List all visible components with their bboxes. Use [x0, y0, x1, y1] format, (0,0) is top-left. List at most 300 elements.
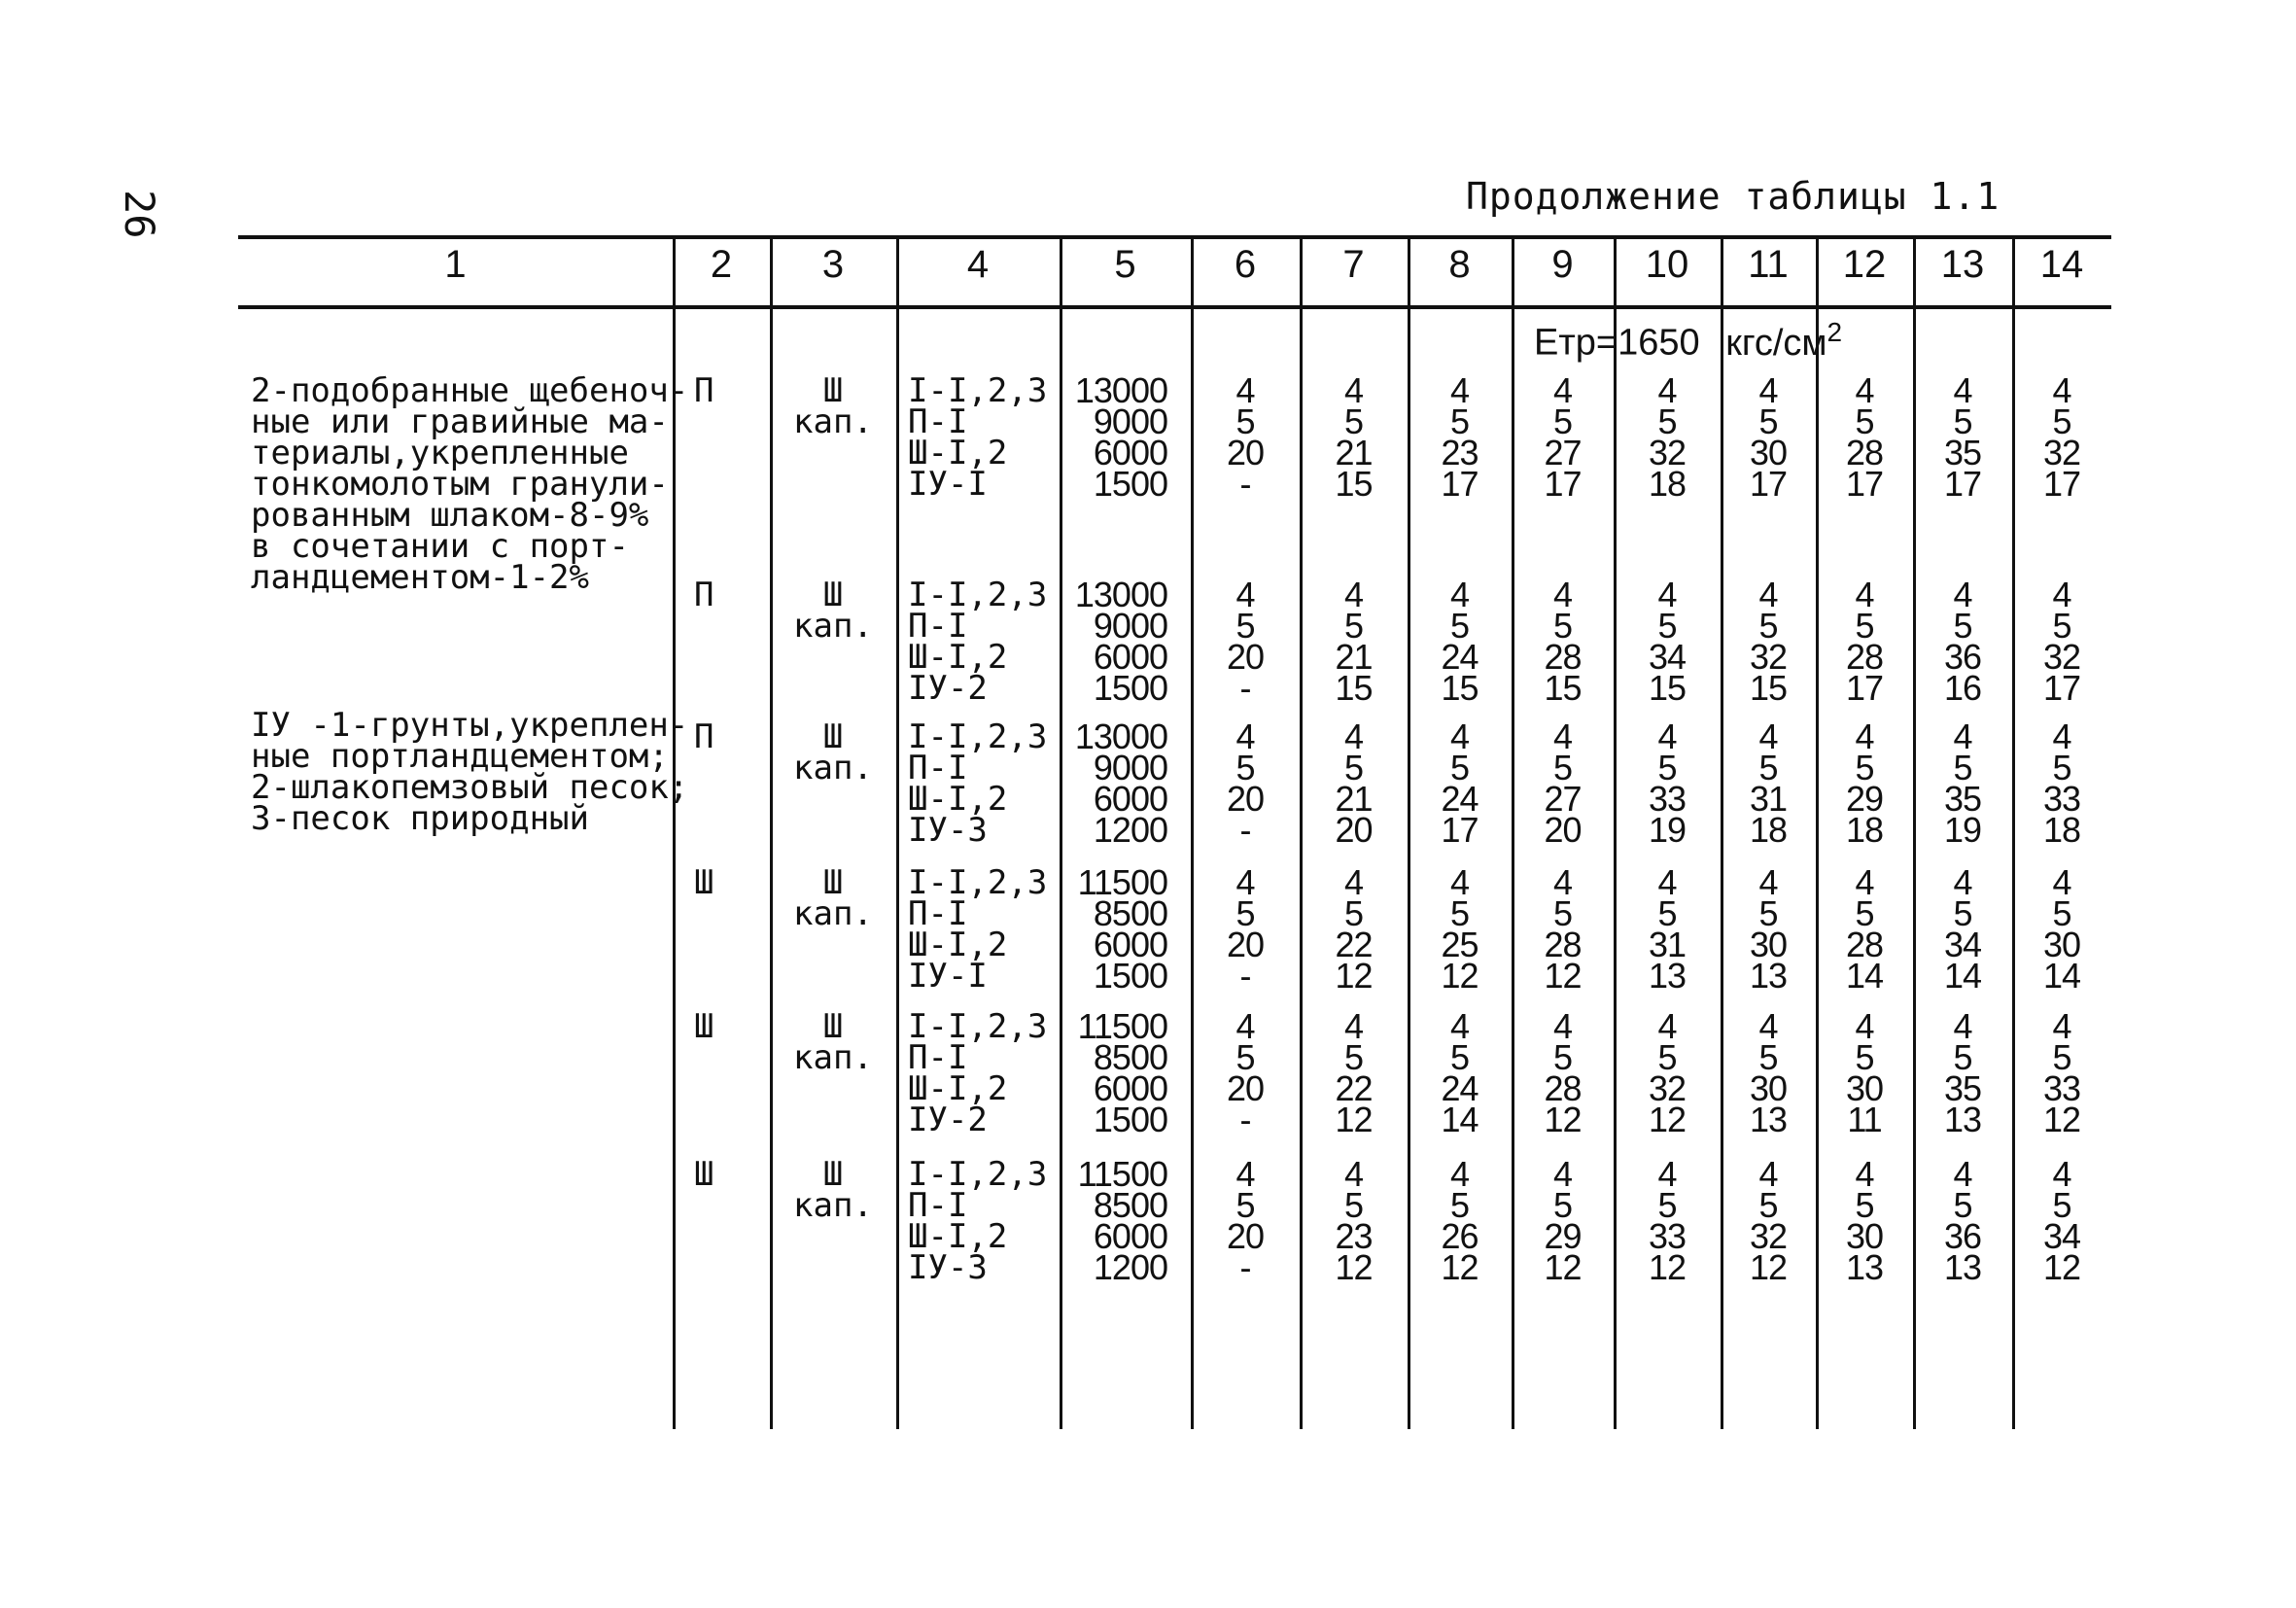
thickness-value: 4 — [1855, 575, 1874, 614]
thickness-value: 4 — [1235, 575, 1255, 614]
thickness-cell — [1913, 862, 2012, 996]
thickness-value: 24 — [1441, 1068, 1478, 1108]
thickness-value: 12 — [1441, 1247, 1478, 1287]
pavement-type — [770, 371, 896, 441]
column-header: 2 — [710, 243, 733, 286]
thickness-value: 4 — [1552, 717, 1573, 756]
column-header: 6 — [1234, 243, 1257, 286]
thickness-cell — [1408, 370, 1512, 504]
thickness-value: 5 — [1449, 1037, 1470, 1077]
thickness-value: 21 — [1335, 433, 1373, 472]
thickness-value: 4 — [1758, 1154, 1778, 1194]
thickness-value: 5 — [1953, 893, 1972, 933]
thickness-value: 4 — [1449, 862, 1470, 902]
thickness-value: 5 — [1855, 893, 1874, 933]
thickness-value: 5 — [1758, 606, 1778, 646]
thickness-cell — [2012, 1154, 2111, 1287]
zone-item: П-I — [908, 894, 968, 933]
thickness-value: 27 — [1544, 779, 1582, 819]
thickness-value: 15 — [1441, 668, 1478, 708]
thickness-value: - — [1239, 1247, 1251, 1287]
column-header: 8 — [1448, 243, 1471, 286]
zone-item: I-I,2,3 — [908, 371, 1048, 410]
thickness-cell — [1913, 1154, 2012, 1287]
thickness-value: 4 — [1657, 575, 1677, 614]
etr-text: Етр= — [1534, 322, 1618, 364]
thickness-cell — [1300, 717, 1408, 850]
thickness-value: 33 — [2042, 779, 2081, 819]
zone-item: Ш-I,2 — [908, 1069, 1008, 1108]
thickness-value: - — [1239, 668, 1251, 708]
thickness-cell — [1512, 717, 1614, 850]
thickness-value: 5 — [1449, 893, 1470, 933]
thickness-value: 5 — [1855, 606, 1874, 646]
traffic-value: 8500 — [1093, 1185, 1167, 1225]
etr-value: 1650 — [1618, 322, 1700, 364]
zone-item: I-I,2,3 — [908, 717, 1048, 756]
zone-item: П-I — [908, 749, 968, 787]
thickness-cell — [1300, 862, 1408, 996]
thickness-value: 5 — [1449, 402, 1470, 441]
thickness-value: 28 — [1544, 1068, 1582, 1108]
traffic-value: 11500 — [1077, 862, 1167, 902]
thickness-value: 5 — [1449, 748, 1470, 787]
thickness-value: 20 — [1226, 1068, 1265, 1108]
thickness-value: 24 — [1441, 637, 1478, 677]
thickness-value: 14 — [1441, 1100, 1478, 1139]
thickness-value: 31 — [1648, 925, 1687, 964]
thickness-value: 34 — [1943, 925, 1982, 964]
thickness-value: 20 — [1226, 779, 1265, 819]
zone-item: IУ-2 — [908, 1101, 988, 1139]
thickness-value: 28 — [1544, 637, 1582, 677]
thickness-value: 4 — [1449, 370, 1470, 410]
traffic-value: 8500 — [1093, 893, 1167, 933]
zone-item: П-I — [908, 607, 968, 646]
thickness-value: 4 — [1855, 1006, 1874, 1046]
thickness-cell — [2012, 370, 2111, 504]
traffic-value: 13000 — [1074, 370, 1167, 410]
thickness-cell — [1512, 862, 1614, 996]
thickness-value: 4 — [1657, 1154, 1677, 1194]
thickness-value: 18 — [1845, 810, 1884, 850]
description-group-1: 2-подобранные щебеноч- ные или гравийные ма- териалы,укрепленные тонкомолотым гранули- рованным шлаком-8-9% в сочетании с порт- ландцементом-1-2% — [251, 371, 689, 597]
thickness-cell — [1614, 1154, 1721, 1287]
thickness-value: 4 — [1855, 862, 1874, 902]
thickness-value: 5 — [1758, 1037, 1778, 1077]
thickness-value: 5 — [2052, 893, 2071, 933]
thickness-value: 4 — [1953, 1006, 1972, 1046]
thickness-value: 4 — [1855, 1154, 1874, 1194]
thickness-value: 4 — [2052, 1154, 2071, 1194]
thickness-value: 4 — [1657, 717, 1677, 756]
traffic-value: 6000 — [1093, 433, 1167, 472]
thickness-value: 12 — [1544, 956, 1582, 996]
traffic-value: 13000 — [1074, 575, 1167, 614]
thickness-value: 34 — [2042, 1216, 2081, 1256]
zone-item: I-I,2,3 — [908, 1007, 1048, 1046]
thickness-value: 5 — [1758, 893, 1778, 933]
zone-item: IУ-I — [908, 465, 988, 504]
traffic-value: 8500 — [1093, 1037, 1167, 1077]
thickness-value: 5 — [1657, 1037, 1677, 1077]
pavement-type — [770, 1007, 896, 1077]
thickness-value: 12 — [1648, 1247, 1687, 1287]
thickness-value: 4 — [1343, 1006, 1364, 1046]
traffic-value: 9000 — [1093, 402, 1167, 441]
column-header: 14 — [2039, 243, 2084, 286]
thickness-value: 5 — [2052, 606, 2071, 646]
zone-item: I-I,2,3 — [908, 1155, 1048, 1194]
thickness-value: 12 — [1544, 1100, 1582, 1139]
thickness-cell — [1721, 1154, 1816, 1287]
thickness-value: 5 — [1552, 606, 1573, 646]
thickness-value: 13 — [1648, 956, 1687, 996]
zone-item: П-I — [908, 402, 968, 441]
thickness-cell — [2012, 717, 2111, 850]
thickness-cell — [1721, 575, 1816, 708]
traffic-value: 6000 — [1093, 1216, 1167, 1256]
thickness-value: 28 — [1845, 925, 1884, 964]
thickness-value: 4 — [1449, 1006, 1470, 1046]
thickness-cell — [1191, 370, 1300, 504]
layer-class: П — [694, 717, 714, 756]
pavement-type-line: кап. — [793, 1038, 873, 1077]
thickness-cell — [1721, 717, 1816, 850]
thickness-value: 17 — [1943, 464, 1982, 504]
thickness-cell — [1614, 370, 1721, 504]
thickness-value: 5 — [1953, 748, 1972, 787]
layer-class: П — [694, 371, 714, 410]
zone-item: П-I — [908, 1186, 968, 1225]
thickness-value: 18 — [1749, 810, 1788, 850]
column-header: 12 — [1842, 243, 1887, 286]
thickness-value: 4 — [1657, 1006, 1677, 1046]
thickness-value: 5 — [1449, 606, 1470, 646]
thickness-value: 30 — [1749, 433, 1788, 472]
thickness-value: 32 — [1749, 637, 1788, 677]
thickness-value: 12 — [1648, 1100, 1687, 1139]
zone-list — [908, 1155, 1048, 1287]
thickness-value: 18 — [2042, 810, 2081, 850]
thickness-value: 36 — [1943, 637, 1982, 677]
thickness-cell — [1191, 862, 1300, 996]
layer-class: Ш — [694, 1155, 714, 1194]
thickness-value: 5 — [1855, 1185, 1874, 1225]
thickness-value: 4 — [1953, 370, 1972, 410]
thickness-cell — [1408, 717, 1512, 850]
thickness-value: 4 — [1235, 717, 1255, 756]
thickness-value: 35 — [1943, 1068, 1982, 1108]
thickness-value: 5 — [1343, 748, 1364, 787]
thickness-value: 5 — [1343, 402, 1364, 441]
traffic-value: 6000 — [1093, 637, 1167, 677]
thickness-cell — [1408, 1154, 1512, 1287]
thickness-value: - — [1239, 810, 1251, 850]
pavement-type — [770, 1155, 896, 1225]
thickness-cell — [1816, 370, 1913, 504]
thickness-value: 11 — [1847, 1100, 1882, 1139]
table-caption: Продолжение таблицы 1.1 — [1466, 175, 2000, 218]
thickness-value: 4 — [1343, 370, 1364, 410]
traffic-value: 6000 — [1093, 1068, 1167, 1108]
zone-item: IУ-I — [908, 957, 988, 996]
thickness-value: 4 — [1953, 1154, 1972, 1194]
thickness-value: 34 — [1648, 637, 1687, 677]
thickness-value: 13 — [1845, 1247, 1884, 1287]
thickness-value: 4 — [1758, 370, 1778, 410]
zone-list — [908, 576, 1048, 708]
thickness-value: 5 — [1758, 1185, 1778, 1225]
zone-list — [908, 371, 1048, 504]
thickness-cell — [1816, 575, 1913, 708]
thickness-value: 4 — [1657, 862, 1677, 902]
column-divider — [896, 235, 899, 1429]
traffic-value: 11500 — [1077, 1154, 1167, 1194]
traffic-value: 1200 — [1093, 810, 1167, 850]
thickness-value: 32 — [1749, 1216, 1788, 1256]
thickness-value: 12 — [1335, 1247, 1373, 1287]
thickness-value: 5 — [1449, 1185, 1470, 1225]
thickness-value: 17 — [1845, 668, 1884, 708]
thickness-value: 32 — [2042, 637, 2081, 677]
etr-unit: кгс/см — [1725, 322, 1827, 364]
thickness-value: 14 — [1943, 956, 1982, 996]
thickness-cell — [2012, 1006, 2111, 1139]
thickness-value: 28 — [1845, 433, 1884, 472]
thickness-value: 12 — [1749, 1247, 1788, 1287]
thickness-value: 4 — [1552, 862, 1573, 902]
traffic-value: 6000 — [1093, 779, 1167, 819]
thickness-value: 26 — [1441, 1216, 1478, 1256]
thickness-value: 4 — [2052, 717, 2071, 756]
thickness-value: 33 — [1648, 779, 1687, 819]
thickness-value: 12 — [1335, 1100, 1373, 1139]
etr-label — [1534, 317, 1842, 365]
traffic-value: 11500 — [1077, 1006, 1167, 1046]
column-divider — [1060, 235, 1062, 1429]
thickness-value: 4 — [2052, 862, 2071, 902]
thickness-value: 19 — [1648, 810, 1687, 850]
thickness-value: 17 — [1845, 464, 1884, 504]
thickness-value: 5 — [1343, 606, 1364, 646]
thickness-value: 12 — [1441, 956, 1478, 996]
zone-list — [908, 863, 1048, 996]
thickness-value: 5 — [1657, 606, 1677, 646]
thickness-value: 20 — [1226, 1216, 1265, 1256]
zone-item: Ш-I,2 — [908, 434, 1008, 472]
traffic-value: 1500 — [1093, 956, 1167, 996]
traffic-value: 1500 — [1093, 1100, 1167, 1139]
thickness-value: 5 — [1235, 402, 1255, 441]
thickness-cell — [1512, 1006, 1614, 1139]
thickness-value: 5 — [1235, 893, 1255, 933]
thickness-value: 16 — [1943, 668, 1982, 708]
thickness-value: 4 — [1343, 1154, 1364, 1194]
thickness-cell — [1721, 370, 1816, 504]
zone-item: Ш-I,2 — [908, 926, 1008, 964]
zone-item: Ш-I,2 — [908, 1217, 1008, 1256]
pavement-type-line: Ш — [822, 371, 844, 410]
traffic-list — [1065, 575, 1167, 708]
column-header: 9 — [1551, 243, 1574, 286]
thickness-value: 23 — [1335, 1216, 1373, 1256]
pavement-type — [770, 717, 896, 787]
thickness-value: 5 — [1953, 606, 1972, 646]
thickness-value: 29 — [1544, 1216, 1582, 1256]
thickness-value: 5 — [1855, 748, 1874, 787]
zone-item: I-I,2,3 — [908, 576, 1048, 614]
thickness-value: 13 — [1943, 1247, 1982, 1287]
traffic-value: 1500 — [1093, 668, 1167, 708]
thickness-cell — [1913, 1006, 2012, 1139]
thickness-value: 15 — [1335, 668, 1373, 708]
layer-class: П — [694, 576, 714, 614]
pavement-type-line: кап. — [793, 749, 873, 787]
thickness-value: 30 — [1749, 1068, 1788, 1108]
zone-item: IУ-3 — [908, 811, 988, 850]
traffic-value: 6000 — [1093, 925, 1167, 964]
column-header: 11 — [1748, 243, 1789, 286]
thickness-value: 4 — [1552, 575, 1573, 614]
thickness-value: 4 — [2052, 370, 2071, 410]
thickness-value: 4 — [1449, 717, 1470, 756]
thickness-value: 36 — [1943, 1216, 1982, 1256]
zone-item: IУ-2 — [908, 669, 988, 708]
thickness-value: 5 — [2052, 1037, 2071, 1077]
thickness-value: 22 — [1335, 1068, 1373, 1108]
thickness-cell — [1816, 1154, 1913, 1287]
thickness-value: 4 — [1953, 717, 1972, 756]
thickness-value: 5 — [1758, 748, 1778, 787]
thickness-value: 5 — [1343, 1185, 1364, 1225]
thickness-value: 5 — [1953, 1185, 1972, 1225]
thickness-value: 4 — [1855, 370, 1874, 410]
thickness-value: 33 — [2042, 1068, 2081, 1108]
traffic-value: 1500 — [1093, 464, 1167, 504]
thickness-value: 4 — [1449, 575, 1470, 614]
thickness-value: 5 — [1657, 893, 1677, 933]
thickness-cell — [1512, 1154, 1614, 1287]
thickness-value: 15 — [1648, 668, 1687, 708]
thickness-cell — [1721, 862, 1816, 996]
thickness-cell — [1191, 575, 1300, 708]
thickness-value: 5 — [1855, 1037, 1874, 1077]
thickness-value: 17 — [2042, 668, 2081, 708]
thickness-cell — [1300, 1006, 1408, 1139]
thickness-value: 4 — [1552, 1006, 1573, 1046]
thickness-value: 21 — [1335, 637, 1373, 677]
traffic-value: 9000 — [1093, 606, 1167, 646]
thickness-value: 5 — [1235, 606, 1255, 646]
thickness-value: 4 — [1343, 717, 1364, 756]
thickness-cell — [1300, 575, 1408, 708]
thickness-value: 4 — [1343, 862, 1364, 902]
thickness-value: 13 — [1749, 956, 1788, 996]
thickness-cell — [1191, 717, 1300, 850]
traffic-list — [1065, 370, 1167, 504]
layer-class: Ш — [694, 863, 714, 902]
thickness-value: 15 — [1335, 464, 1373, 504]
thickness-value: 5 — [1657, 402, 1677, 441]
thickness-cell — [1816, 717, 1913, 850]
pavement-type-line: Ш — [822, 863, 844, 902]
pavement-type-line: кап. — [793, 894, 873, 933]
layer-class: Ш — [694, 1007, 714, 1046]
thickness-value: 4 — [1758, 717, 1778, 756]
thickness-value: 15 — [1749, 668, 1788, 708]
thickness-value: 30 — [2042, 925, 2081, 964]
thickness-cell — [1300, 370, 1408, 504]
thickness-value: 32 — [2042, 433, 2081, 472]
pavement-type — [770, 576, 896, 646]
thickness-value: 28 — [1544, 925, 1582, 964]
column-header: 7 — [1342, 243, 1365, 286]
etr-exponent: 2 — [1826, 317, 1843, 347]
thickness-value: 15 — [1544, 668, 1582, 708]
thickness-value: 5 — [1235, 1037, 1255, 1077]
thickness-cell — [1913, 575, 2012, 708]
thickness-value: 4 — [1235, 1154, 1255, 1194]
column-header: 5 — [1114, 243, 1136, 286]
thickness-value: 35 — [1943, 433, 1982, 472]
thickness-value: 5 — [1552, 893, 1573, 933]
thickness-cell — [1512, 575, 1614, 708]
traffic-value: 9000 — [1093, 748, 1167, 787]
header-bottom-rule — [238, 305, 2111, 309]
thickness-cell — [1816, 862, 1913, 996]
thickness-cell — [1913, 370, 2012, 504]
thickness-value: 29 — [1845, 779, 1884, 819]
thickness-value: 4 — [1449, 1154, 1470, 1194]
zone-item: П-I — [908, 1038, 968, 1077]
thickness-value: 4 — [1235, 1006, 1255, 1046]
thickness-cell — [1512, 370, 1614, 504]
thickness-value: 18 — [1648, 464, 1687, 504]
thickness-cell — [1614, 1006, 1721, 1139]
thickness-cell — [1408, 575, 1512, 708]
column-header: 3 — [821, 243, 845, 286]
column-header: 4 — [966, 243, 990, 286]
thickness-value: 5 — [1953, 1037, 1972, 1077]
thickness-value: 5 — [1657, 1185, 1677, 1225]
thickness-value: 5 — [1855, 402, 1874, 441]
thickness-cell — [1913, 717, 2012, 850]
thickness-value: 23 — [1441, 433, 1478, 472]
thickness-value: 5 — [1343, 893, 1364, 933]
thickness-cell — [1614, 862, 1721, 996]
thickness-cell — [1721, 1006, 1816, 1139]
pavement-type — [770, 863, 896, 933]
thickness-cell — [1300, 1154, 1408, 1287]
thickness-value: 5 — [1343, 1037, 1364, 1077]
thickness-value: 4 — [1758, 862, 1778, 902]
thickness-cell — [1614, 717, 1721, 850]
thickness-value: 5 — [1758, 402, 1778, 441]
thickness-value: 35 — [1943, 779, 1982, 819]
column-header: 10 — [1645, 243, 1689, 286]
zone-item: I-I,2,3 — [908, 863, 1048, 902]
thickness-value: 5 — [1657, 748, 1677, 787]
thickness-value: 4 — [1552, 1154, 1573, 1194]
traffic-value: 1200 — [1093, 1247, 1167, 1287]
thickness-value: - — [1239, 956, 1251, 996]
thickness-value: 4 — [1235, 862, 1255, 902]
thickness-cell — [1816, 1006, 1913, 1139]
thickness-value: 22 — [1335, 925, 1373, 964]
pavement-type-line: кап. — [793, 607, 873, 646]
traffic-list — [1065, 717, 1167, 850]
